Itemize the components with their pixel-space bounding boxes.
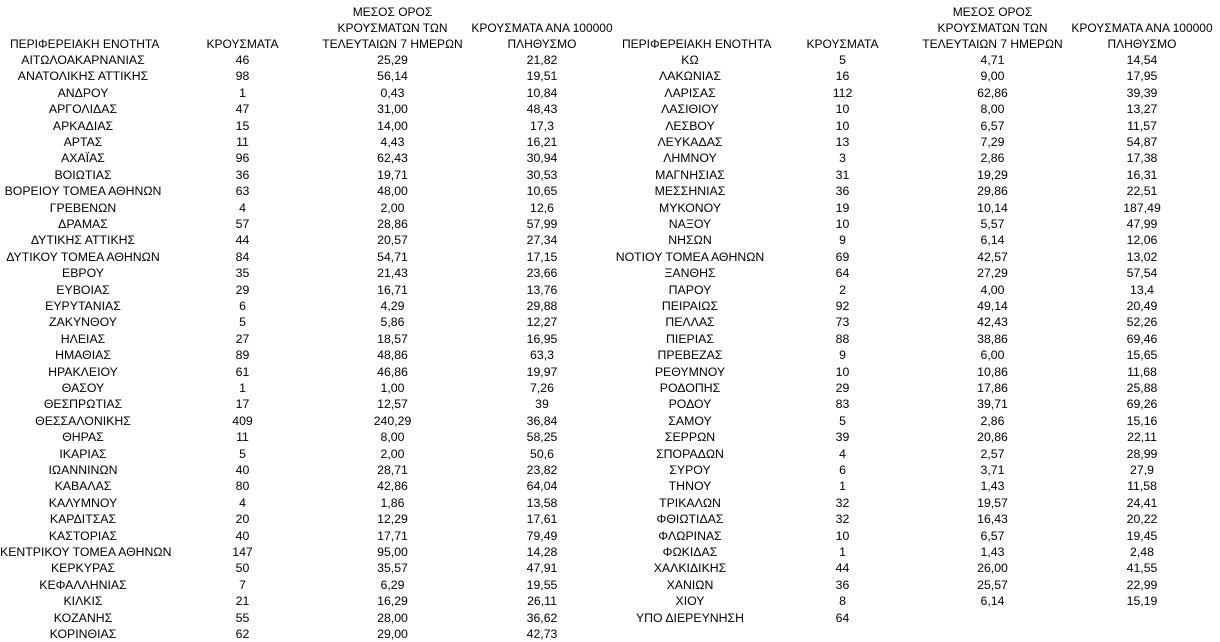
region-cell: ΑΡΤΑΣ [63,135,103,149]
avg7-cell: 240,29 [373,413,412,428]
region-cell: ΦΩΚΙΔΑΣ [662,545,718,559]
cases-cell: 15 [235,118,250,133]
cases-cell: 1 [239,381,246,395]
avg7-cell: 42,43 [977,315,1008,330]
per100k-cell: 25,88 [1126,381,1158,395]
per100k-cell: 52,26 [1126,315,1158,330]
per100k-cell: 16,31 [1126,167,1158,182]
per100k-cell: 27,34 [526,233,558,248]
per100k-cell: 17,61 [526,512,558,527]
region-cell: ΘΕΣΣΑΛΟΝΙΚΗΣ [35,413,131,428]
per100k-cell: 15,19 [1126,594,1158,609]
region-cell: ΣΠΟΡΑΔΩΝ [656,446,724,461]
per100k-cell: 41,55 [1126,561,1158,576]
avg7-cell [910,610,1075,626]
avg7-cell: 19,57 [977,495,1008,510]
avg7-cell: 9,00 [980,69,1005,84]
per100k-cell: 47,99 [1126,217,1158,231]
per100k-cell: 69,26 [1126,397,1158,412]
cases-cell: 50 [235,561,250,576]
cases-cell: 64 [835,266,850,281]
cases-cell: 10 [835,217,850,231]
avg7-cell: 18,57 [377,331,408,346]
per100k-cell [1062,610,1220,626]
cases-cell: 89 [235,348,250,363]
region-cell: ΓΡΕΒΕΝΩΝ [49,200,117,215]
avg7-cell: 2,86 [980,413,1005,428]
cases-cell: 10 [835,528,850,543]
avg7-cell: 38,86 [977,331,1008,346]
per100k-cell: 27,9 [1130,463,1154,477]
per100k-cell: 39,39 [1126,85,1158,100]
cases-cell: 11 [236,135,249,149]
per100k-cell: 54,87 [1126,135,1158,149]
per100k-cell: 2,48 [1130,545,1154,559]
cases-cell: 20 [235,512,250,527]
avg7-cell: 10,86 [977,364,1008,379]
per100k-cell: 58,25 [526,430,558,445]
per100k-cell: 20,49 [1126,299,1158,313]
cases-cell: 63 [235,184,250,199]
per100k-cell: 26,11 [527,594,557,609]
avg7-cell: 4,29 [380,299,405,313]
region-cell: ΠΙΕΡΙΑΣ [666,331,714,346]
per100k-cell: 19,45 [1126,528,1158,543]
per100k-cell: 13,27 [1126,102,1158,117]
cases-cell: 40 [235,463,250,477]
cases-cell: 61 [235,364,250,379]
region-cell: ΗΛΕΙΑΣ [60,331,106,346]
region-cell: ΠΕΛΛΑΣ [665,315,715,330]
avg7-cell: 1,00 [380,381,405,395]
region-cell: ΚΙΛΚΙΣ [63,594,103,609]
per100k-cell: 13,76 [526,282,558,297]
cases-cell: 36 [235,167,250,182]
per100k-cell: 50,6 [530,446,554,461]
region-cell: ΦΛΩΡΙΝΑΣ [658,528,722,543]
region-cell: ΖΑΚΥΝΘΟΥ [49,315,117,330]
avg7-cell: 16,71 [377,282,408,297]
region-cell: ΣΑΜΟΥ [668,413,712,428]
region-cell: ΚΑΣΤΟΡΙΑΣ [48,528,118,543]
cases-cell: 83 [835,397,850,412]
avg7-cell: 28,00 [377,610,408,625]
region-cell: ΧΑΛΚΙΔΙΚΗΣ [653,561,727,576]
right-header-avg7: ΜΕΣΟΣ ΟΡΟΣ ΚΡΟΥΣΜΑΤΩΝ ΤΩΝ ΤΕΛΕΥΤΑΙΩΝ 7 ΗΜΕΡΩΝ [922,5,1063,51]
cases-cell: 9 [839,233,846,248]
per100k-cell: 48,43 [526,102,558,117]
region-cell: ΦΘΙΩΤΙΔΑΣ [656,512,724,527]
avg7-cell: 95,00 [377,545,408,559]
region-cell: ΠΑΡΟΥ [668,282,712,297]
per100k-cell: 21,82 [526,53,558,67]
avg7-cell: 1,43 [980,545,1005,559]
avg7-cell: 1,43 [980,479,1005,494]
region-cell: ΛΑΚΩΝΙΑΣ [659,69,721,84]
region-cell: ΤΡΙΚΑΛΩΝ [659,495,721,510]
avg7-cell: 17,86 [977,381,1008,395]
per100k-cell: 7,26 [530,381,554,395]
region-cell: ΛΕΥΚΑΔΑΣ [657,135,723,149]
region-cell: ΑΝΑΤΟΛΙΚΗΣ ΑΤΤΙΚΗΣ [17,69,149,84]
avg7-cell: 21,43 [377,266,408,281]
left-header-avg7: ΜΕΣΟΣ ΟΡΟΣ ΚΡΟΥΣΜΑΤΩΝ ΤΩΝ ΤΕΛΕΥΤΑΙΩΝ 7 ΗΜΕΡΩΝ [322,5,463,51]
region-cell: ΧΑΝΙΩΝ [666,577,714,592]
per100k-cell: 12,06 [1126,233,1158,248]
cases-cell: 2 [839,282,846,297]
region-cell: ΡΕΘΥΜΝΟΥ [654,364,726,379]
per100k-cell: 17,95 [1126,69,1158,84]
region-cell: ΝΟΤΙΟΥ ΤΟΜΕΑ ΑΘΗΝΩΝ [615,249,765,264]
region-cell: ΧΙΟΥ [675,594,705,609]
per100k-cell: 13,02 [1126,249,1158,264]
per100k-cell: 13,58 [526,495,558,510]
region-cell: ΑΡΚΑΔΙΑΣ [52,118,114,133]
per100k-cell: 23,66 [526,266,558,281]
per100k-cell: 12,27 [526,315,558,330]
region-cell: ΚΑΒΑΛΑΣ [54,479,112,494]
region-cell: ΕΥΒΟΙΑΣ [56,282,110,297]
cases-cell: 47 [235,102,250,117]
per100k-cell: 14,28 [526,545,558,559]
avg7-cell: 42,57 [977,249,1008,264]
avg7-cell: 25,57 [977,577,1008,592]
per100k-cell: 42,73 [526,627,558,641]
avg7-cell: 6,57 [980,528,1005,543]
region-cell: ΛΑΡΙΣΑΣ [664,85,716,100]
region-cell: ΒΟΙΩΤΙΑΣ [54,167,112,182]
per100k-cell: 14,54 [1126,53,1158,67]
per100k-cell: 17,15 [526,249,558,264]
cases-cell: 1 [839,545,846,559]
avg7-cell: 17,71 [377,528,408,543]
per100k-cell: 64,04 [526,479,558,494]
avg7-cell: 28,86 [377,217,408,231]
cases-cell: 5 [839,53,846,67]
cases-cell: 1 [839,479,846,494]
cases-cell: 4 [239,495,246,510]
per100k-cell: 11,68 [1127,364,1157,379]
avg7-cell: 6,14 [980,233,1005,248]
cases-cell: 32 [835,495,850,510]
region-cell: ΝΑΞΟΥ [668,217,712,231]
cases-cell: 17 [235,397,250,412]
region-cell: ΗΡΑΚΛΕΙΟΥ [48,364,118,379]
cases-cell: 96 [235,151,250,166]
per100k-cell: 24,41 [1126,495,1158,510]
avg7-cell: 20,86 [977,430,1008,445]
avg7-cell: 12,29 [377,512,408,527]
avg7-cell: 10,14 [977,200,1008,215]
cases-cell: 98 [235,69,250,84]
region-cell: ΝΗΣΩΝ [668,233,712,248]
region-cell: ΚΩ [681,53,699,67]
cases-cell: 10 [835,102,850,117]
per100k-cell: 12,6 [530,200,554,215]
cases-cell: 88 [835,331,850,346]
cases-cell: 9 [839,348,846,363]
per100k-cell: 57,54 [1126,266,1158,281]
cases-cell: 46 [235,53,250,67]
cases-cell: 8 [839,594,846,609]
region-cell: ΚΑΛΥΜΝΟΥ [48,495,118,510]
per100k-cell: 11,58 [1127,479,1157,494]
cases-cell: 32 [835,512,850,527]
left-header-per100k: ΚΡΟΥΣΜΑΤΑ ΑΝΑ 100000 ΠΛΗΘΥΣΜΟ [471,21,613,51]
avg7-cell: 16,43 [977,512,1008,527]
cases-cell: 11 [236,430,249,445]
per100k-cell: 20,22 [1126,512,1158,527]
avg7-cell: 27,29 [977,266,1008,281]
avg7-cell: 4,71 [980,53,1005,67]
per100k-cell: 19,55 [526,577,558,592]
cases-cell: 69 [835,249,850,264]
right-header-region: ΠΕΡΙΦΕΡΕΙΑΚΗ ΕΝΟΤΗΤΑ [622,37,772,51]
cases-cell: 80 [235,479,250,494]
region-cell: ΘΕΣΠΡΩΤΙΑΣ [43,397,123,412]
region-cell: ΒΟΡΕΙΟΥ ΤΟΜΕΑ ΑΘΗΝΩΝ [4,184,162,199]
cases-cell: 44 [835,561,850,576]
avg7-cell: 6,14 [980,594,1005,609]
per100k-cell: 19,51 [526,69,558,84]
right-header-per100k: ΚΡΟΥΣΜΑΤΑ ΑΝΑ 100000 ΠΛΗΘΥΣΜΟ [1071,21,1213,51]
region-cell: ΘΑΣΟΥ [61,381,105,395]
cases-cell: 4 [839,446,846,461]
avg7-cell: 3,71 [980,463,1005,477]
cases-cell: 4 [239,200,246,215]
cases-cell: 35 [235,266,250,281]
region-cell: ΚΟΖΑΝΗΣ [53,610,113,625]
avg7-cell: 28,71 [377,463,408,477]
avg7-cell: 2,00 [380,446,405,461]
avg7-cell: 20,57 [377,233,408,248]
region-cell: ΚΕΦΑΛΛΗΝΙΑΣ [39,577,127,592]
region-cell: ΕΥΡΥΤΑΝΙΑΣ [45,299,121,313]
avg7-cell: 48,00 [377,184,408,199]
cases-cell: 29 [835,381,850,395]
region-cell: ΚΑΡΔΙΤΣΑΣ [49,512,117,527]
cases-cell: 64 [835,610,850,625]
avg7-cell: 26,00 [977,561,1008,576]
region-cell: ΣΕΡΡΩΝ [664,430,716,445]
cases-cell: 1 [239,85,246,100]
per100k-cell: 187,49 [1123,200,1161,215]
avg7-cell: 7,29 [980,135,1005,149]
cases-cell: 84 [235,249,250,264]
cases-cell: 40 [235,528,250,543]
avg7-cell: 42,86 [377,479,408,494]
region-cell: ΚΕΝΤΡΙΚΟΥ ΤΟΜΕΑ ΑΘΗΝΩΝ [0,545,172,559]
region-cell: ΡΟΔΟΠΗΣ [659,381,721,395]
avg7-cell: 6,00 [980,348,1005,363]
avg7-cell: 29,00 [377,627,408,641]
avg7-cell: 62,43 [377,151,408,166]
per100k-cell: 16,21 [526,135,558,149]
cases-cell: 27 [235,331,250,346]
region-cell: ΤΗΝΟΥ [668,479,712,494]
per100k-cell: 30,53 [526,167,558,182]
cases-cell: 5 [239,315,246,330]
cases-cell: 31 [835,167,850,182]
cases-cell: 112 [832,85,853,100]
avg7-cell: 39,71 [977,397,1008,412]
region-cell: ΣΥΡΟΥ [669,463,711,477]
per100k-cell: 15,65 [1126,348,1158,363]
avg7-cell: 2,57 [980,446,1005,461]
avg7-cell: 0,43 [380,85,405,100]
avg7-cell: 19,71 [377,167,408,182]
region-cell: ΚΟΡΙΝΘΙΑΣ [49,627,117,641]
avg7-cell: 46,86 [377,364,408,379]
region-cell: ΑΝΔΡΟΥ [57,85,109,100]
cases-cell: 21 [235,594,250,609]
region-cell: ΜΑΓΝΗΣΙΑΣ [655,167,725,182]
region-cell: ΕΒΡΟΥ [62,266,104,281]
region-cell: ΚΕΡΚΥΡΑΣ [50,561,116,576]
region-cell: ΞΑΝΘΗΣ [664,266,716,281]
avg7-cell: 5,57 [980,217,1005,231]
per100k-cell: 63,3 [530,348,554,363]
avg7-cell: 14,00 [377,118,408,133]
cases-cell: 10 [835,364,850,379]
cases-cell: 44 [235,233,250,248]
region-cell: ΛΕΣΒΟΥ [665,118,715,133]
cases-cell: 55 [235,610,250,625]
cases-cell: 92 [835,299,850,313]
per100k-cell: 17,38 [1126,151,1158,166]
per100k-cell: 22,51 [1126,184,1158,199]
region-cell: ΛΑΣΙΘΙΟΥ [661,102,719,117]
region-cell: ΑΙΤΩΛΟΑΚΑΡΝΑΝΙΑΣ [21,53,145,67]
avg7-cell: 25,29 [377,53,408,67]
region-cell: ΗΜΑΘΙΑΣ [55,348,111,363]
per100k-cell: 36,62 [526,610,558,625]
per100k-cell: 10,84 [526,85,558,100]
cases-cell: 7 [239,577,246,592]
cases-cell: 39 [835,430,850,445]
cases-cell: 3 [839,151,846,166]
avg7-cell: 6,57 [980,118,1005,133]
per100k-cell: 10,65 [526,184,558,199]
cases-cell: 6 [839,463,846,477]
avg7-cell: 8,00 [980,102,1005,117]
avg7-cell: 49,14 [977,299,1008,313]
cases-cell: 19 [835,200,850,215]
avg7-cell: 56,14 [377,69,408,84]
region-cell: ΔΥΤΙΚΟΥ ΤΟΜΕΑ ΑΘΗΝΩΝ [6,249,160,264]
avg7-cell: 4,00 [980,282,1005,297]
cases-cell: 57 [235,217,250,231]
region-cell: ΜΕΣΣΗΝΙΑΣ [654,184,726,199]
cases-cell: 13 [835,135,850,149]
region-cell: ΔΡΑΜΑΣ [58,217,108,231]
avg7-cell: 1,86 [380,495,405,510]
region-cell: ΠΡΕΒΕΖΑΣ [657,348,723,363]
cases-cell: 62 [235,627,250,641]
cases-cell: 36 [835,577,850,592]
avg7-cell: 8,00 [380,430,405,445]
region-cell: ΛΗΜΝΟΥ [663,151,717,166]
per100k-cell: 22,99 [1126,577,1158,592]
cases-cell: 409 [232,413,253,428]
avg7-cell: 29,86 [977,184,1008,199]
per100k-cell: 17,3 [530,118,554,133]
per100k-cell: 79,49 [526,528,558,543]
avg7-cell: 12,57 [377,397,408,412]
per100k-cell: 30,94 [526,151,558,166]
left-header-cases: ΚΡΟΥΣΜΑΤΑ [206,37,279,51]
region-cell: ΜΥΚΟΝΟΥ [658,200,722,215]
per100k-cell: 47,91 [526,561,558,576]
avg7-cell: 48,86 [377,348,408,363]
region-cell: ΥΠΟ ΔΙΕΡΕΥΝΗΣΗ [635,610,745,625]
per100k-cell: 39 [535,397,549,412]
region-cell: ΠΕΙΡΑΙΩΣ [661,299,719,313]
cases-cell: 73 [835,315,850,330]
avg7-cell: 5,86 [380,315,405,330]
right-header-cases: ΚΡΟΥΣΜΑΤΑ [806,37,879,51]
region-cell: ΔΥΤΙΚΗΣ ΑΤΤΙΚΗΣ [30,233,136,248]
region-cell: ΑΧΑΪΑΣ [61,151,105,166]
avg7-cell: 16,29 [377,594,408,609]
per100k-cell: 13,4 [1130,282,1154,297]
avg7-cell: 19,29 [977,167,1008,182]
per100k-cell: 15,16 [1126,413,1158,428]
per100k-cell: 16,95 [526,331,558,346]
cases-cell: 10 [835,118,850,133]
region-cell: ΘΗΡΑΣ [62,430,104,445]
cases-cell: 36 [835,184,850,199]
per100k-cell: 57,99 [526,217,558,231]
per100k-cell: 23,82 [526,463,558,477]
cases-cell: 147 [232,545,253,559]
region-cell: ΡΟΔΟΥ [668,397,712,412]
avg7-cell: 4,43 [380,135,405,149]
cases-cell: 5 [839,413,846,428]
avg7-cell: 31,00 [377,102,408,117]
per100k-cell: 29,88 [526,299,558,313]
per100k-cell: 28,99 [1126,446,1158,461]
per100k-cell: 19,97 [526,364,558,379]
per100k-cell: 69,46 [1126,331,1158,346]
region-cell: ΙΩΑΝΝΙΝΩΝ [48,463,118,477]
per100k-cell: 36,84 [526,413,558,428]
cases-cell: 16 [835,69,850,84]
avg7-cell: 62,86 [977,85,1008,100]
avg7-cell: 2,00 [380,200,405,215]
avg7-cell: 6,29 [380,577,405,592]
avg7-cell: 54,71 [377,249,408,264]
left-header-region: ΠΕΡΙΦΕΡΕΙΑΚΗ ΕΝΟΤΗΤΑ [10,37,160,51]
region-cell: ΙΚΑΡΙΑΣ [59,446,107,461]
region-cell: ΑΡΓΟΛΙΔΑΣ [48,102,118,117]
per100k-cell: 11,57 [1127,118,1157,133]
avg7-cell: 2,86 [980,151,1005,166]
cases-cell: 29 [235,282,250,297]
cases-cell: 5 [239,446,246,461]
avg7-cell: 35,57 [377,561,408,576]
cases-cell: 6 [239,299,246,313]
per100k-cell: 22,11 [1127,430,1157,445]
